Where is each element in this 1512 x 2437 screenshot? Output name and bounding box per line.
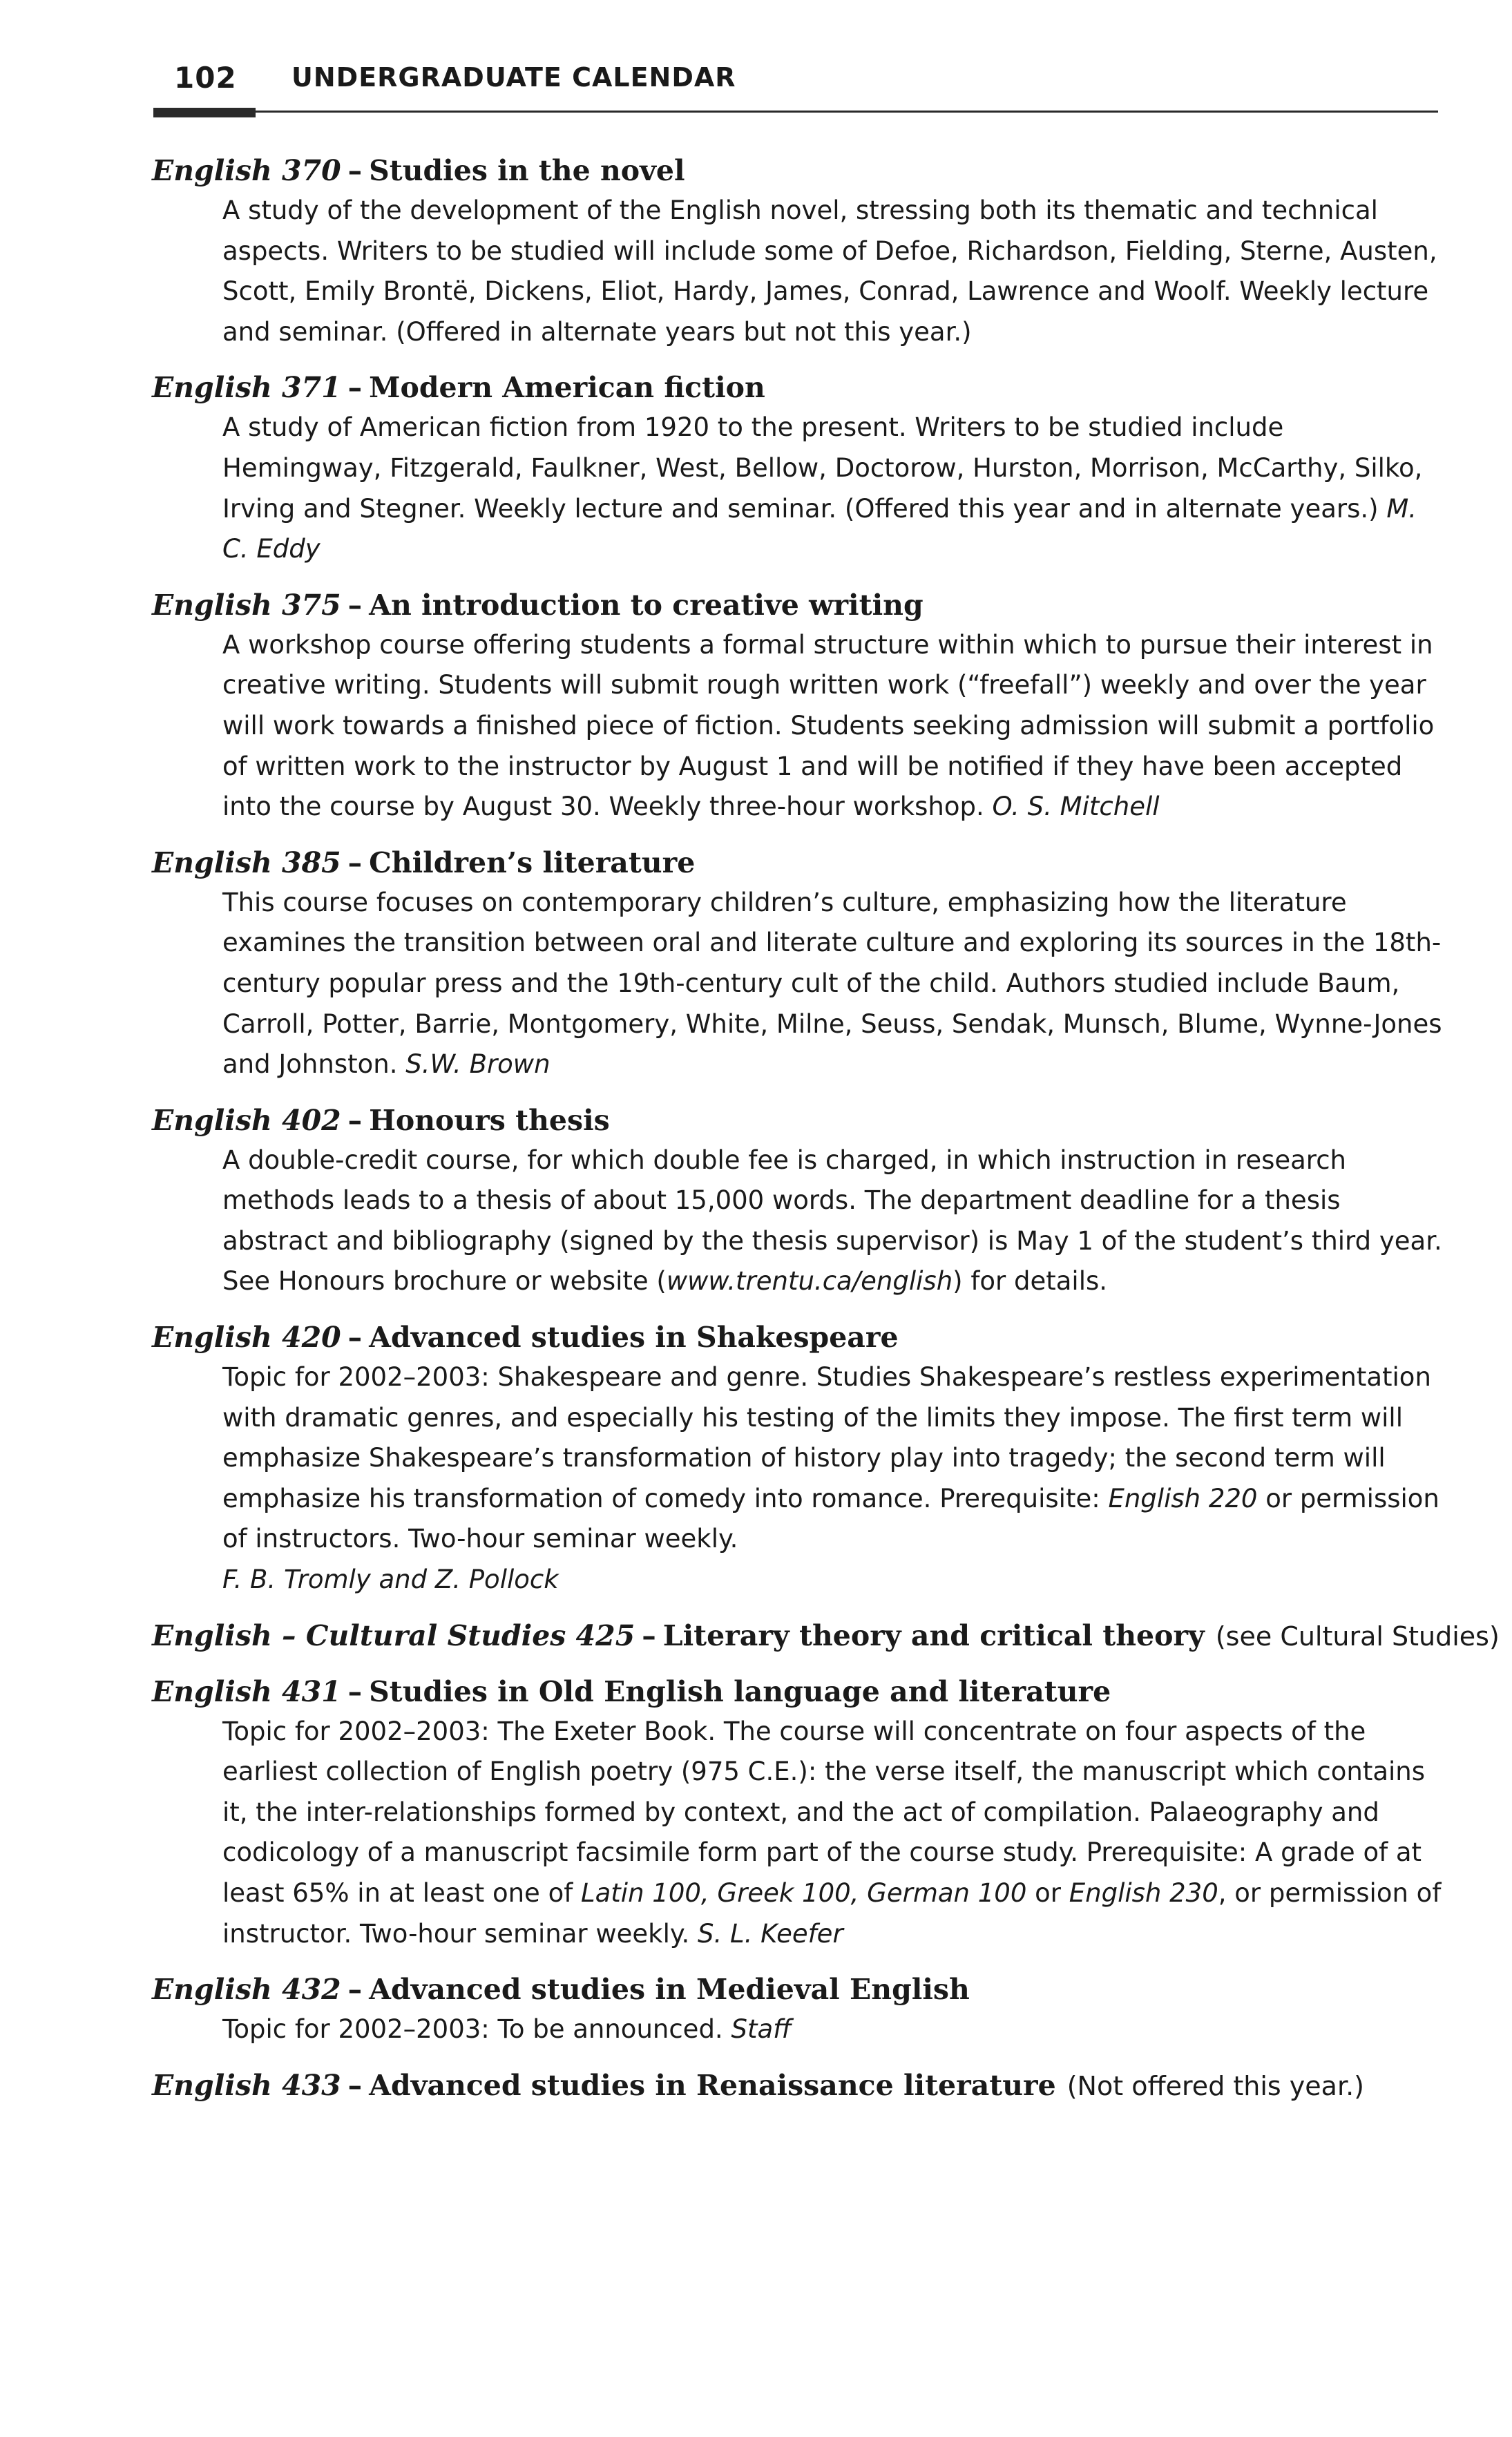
course-separator: –: [347, 1321, 363, 1355]
course-english-420: [152, 1317, 1451, 1600]
description-connector: or: [1026, 1878, 1069, 1908]
course-english-402: [152, 1100, 1451, 1302]
course-title: Studies in the novel: [369, 154, 685, 187]
course-code: English 385: [152, 845, 341, 879]
course-separator: –: [347, 1674, 363, 1708]
course-description: [222, 883, 1451, 1085]
course-code: English 370: [152, 154, 341, 187]
course-title: Studies in Old English language and literature: [369, 1674, 1111, 1708]
description-text: Topic for 2002–2003: Shakespeare and genre. Studies Shakespeare’s restless experimentation with dramatic genres, and especially his testing of the limits they impose. The first term will emphasize Shakespeare’s transformation of history play into tragedy; the second term will emphasize his transformation of comedy into romance. Prerequisite:: [222, 1362, 1431, 1513]
course-code: English 431: [152, 1674, 341, 1708]
course-note: (Not offered this year.): [1066, 2070, 1364, 2101]
course-heading: [152, 367, 1451, 408]
running-title: UNDERGRADUATE CALENDAR: [291, 62, 736, 93]
course-english-370: [152, 151, 1451, 352]
description-text: Topic for 2002–2003: The Exeter Book. The course will concentrate on four aspects of the earliest collection of English poetry (975 C.E.): the verse itself, the manuscript which contains it, the inter-relationships formed by context, and the act of compilation. Palaeography and codicology of a manuscript facsimile form part of the course study. Prerequisite: A grade of at least 65% in at least one of: [222, 1716, 1426, 1908]
course-separator: –: [347, 2068, 363, 2102]
description-text: Topic for 2002–2003: To be announced.: [222, 2014, 723, 2045]
description-text: A double-credit course, for which double fee is charged, in which instruction in research methods leads to a thesis of about 15,000 words. The department deadline for a thesis abstract and bibliography (signed by the thesis supervisor) is May 1 of the student’s third year. See Honours brochure or website (: [222, 1145, 1442, 1297]
course-separator: –: [347, 588, 363, 622]
course-english-371: [152, 367, 1451, 569]
course-separator: –: [347, 371, 363, 405]
course-code: English 371: [152, 371, 341, 405]
course-english-431: [152, 1672, 1451, 1955]
course-code: English 420: [152, 1321, 341, 1355]
course-separator: –: [347, 1973, 363, 2007]
course-code: English 433: [152, 2068, 341, 2102]
course-separator: –: [347, 1103, 363, 1137]
course-heading: [152, 1616, 1500, 1656]
description-text: This course focuses on contemporary children’s culture, emphasizing how the literature examines the transition between oral and literate culture and exploring its sources in the 18th-century popular press and the 19th-century cult of the child. Authors studied include Baum, Carroll, Potter, Barrie, Montgomery, White, Milne, Seuss, Sendak, Munsch, Blume, Wynne-Jones and Johnston.: [222, 887, 1442, 1080]
course-heading: [152, 843, 1451, 883]
course-instructor: S.W. Brown: [405, 1049, 551, 1080]
description-text: A study of American fiction from 1920 to the present. Writers to be studied include Hemingway, Fitzgerald, Faulkner, West, Bellow, Doctorow, Hurston, Morrison, McCarthy, Silko, Irving and Stegner. Weekly lecture and seminar. (Offered this year and in alternate years.): [222, 412, 1423, 524]
course-heading: [152, 1100, 1451, 1140]
website-link[interactable]: www.trentu.ca/english: [666, 1266, 953, 1297]
prerequisite-courses: Latin 100, Greek 100, German 100: [581, 1878, 1027, 1908]
course-separator: –: [347, 154, 363, 187]
course-description: [222, 191, 1451, 352]
course-separator: –: [347, 845, 363, 879]
course-note: (see Cultural Studies): [1215, 1621, 1500, 1652]
course-english-375: [152, 585, 1451, 828]
course-title: Literary theory and critical theory: [662, 1618, 1205, 1652]
page-number: 102: [174, 61, 237, 95]
course-title: An introduction to creative writing: [369, 588, 924, 622]
course-english-cultural-studies-425: [152, 1616, 1500, 1656]
course-heading: [152, 151, 1451, 191]
description-text-end: or permission of instructors. Two-hour seminar weekly.: [222, 1483, 1439, 1554]
course-title: Children’s literature: [369, 845, 696, 879]
description-text: A study of the development of the English novel, stressing both its thematic and technical aspects. Writers to be studied will include some of Defoe, Richardson, Fielding, Sterne, Austen, Scott, Emily Brontë, Dickens, Eliot, Hardy, James, Conrad, Lawrence and Woolf. Weekly lecture and seminar. (Offered in alternate years but not this year.): [222, 195, 1437, 347]
course-description: [222, 408, 1451, 569]
course-instructor: M. C. Eddy: [222, 493, 1417, 564]
course-title: Modern American fiction: [369, 371, 765, 405]
description-text: A workshop course offering students a formal structure within which to pursue their interest in creative writing. Students will submit rough written work (“freefall”) weekly and over the year will work towards a finished piece of fiction. Students seeking admission will submit a portfolio of written work to the instructor by August 1 and will be notified if they have been accepted into the course by August 30. Weekly three-hour workshop.: [222, 629, 1435, 822]
course-description: [222, 1712, 1451, 1955]
course-title: Honours thesis: [369, 1103, 610, 1137]
course-separator: –: [642, 1618, 656, 1652]
course-heading: [152, 1317, 1451, 1357]
course-english-433: [152, 2065, 1451, 2106]
header-rule-thick: [153, 108, 256, 117]
course-description: [222, 2009, 1451, 2050]
course-description: [222, 1357, 1451, 1600]
course-code: English 432: [152, 1973, 341, 2007]
course-instructor: O. S. Mitchell: [992, 792, 1160, 822]
course-heading: [152, 1672, 1451, 1712]
header-rule-thin: [256, 111, 1438, 113]
course-title: Advanced studies in Medieval English: [369, 1973, 970, 2007]
description-text-end: , or permission of instructor. Two-hour seminar weekly.: [222, 1878, 1442, 1949]
course-code: English 402: [152, 1103, 341, 1137]
page-header: [153, 54, 1438, 113]
course-instructor: Staff: [731, 2014, 792, 2045]
prerequisite-course: English 230: [1069, 1878, 1218, 1908]
course-heading: [152, 1969, 1451, 2009]
course-english-432: [152, 1969, 1451, 2050]
course-heading: [152, 585, 1451, 625]
course-title: Advanced studies in Renaissance literature: [369, 2068, 1056, 2102]
course-heading: [152, 2065, 1451, 2106]
course-description: [222, 1140, 1451, 1302]
course-code: English 375: [152, 588, 341, 622]
course-english-385: [152, 843, 1451, 1085]
description-text-end: ) for details.: [953, 1266, 1108, 1297]
course-description: [222, 625, 1451, 828]
course-code: English – Cultural Studies 425: [152, 1618, 635, 1652]
prerequisite-course: English 220: [1108, 1483, 1258, 1513]
course-list: [152, 151, 1500, 2121]
course-title: Advanced studies in Shakespeare: [369, 1321, 899, 1355]
course-instructor: S. L. Keefer: [698, 1918, 843, 1949]
course-instructor: F. B. Tromly and Z. Pollock: [222, 1565, 559, 1595]
